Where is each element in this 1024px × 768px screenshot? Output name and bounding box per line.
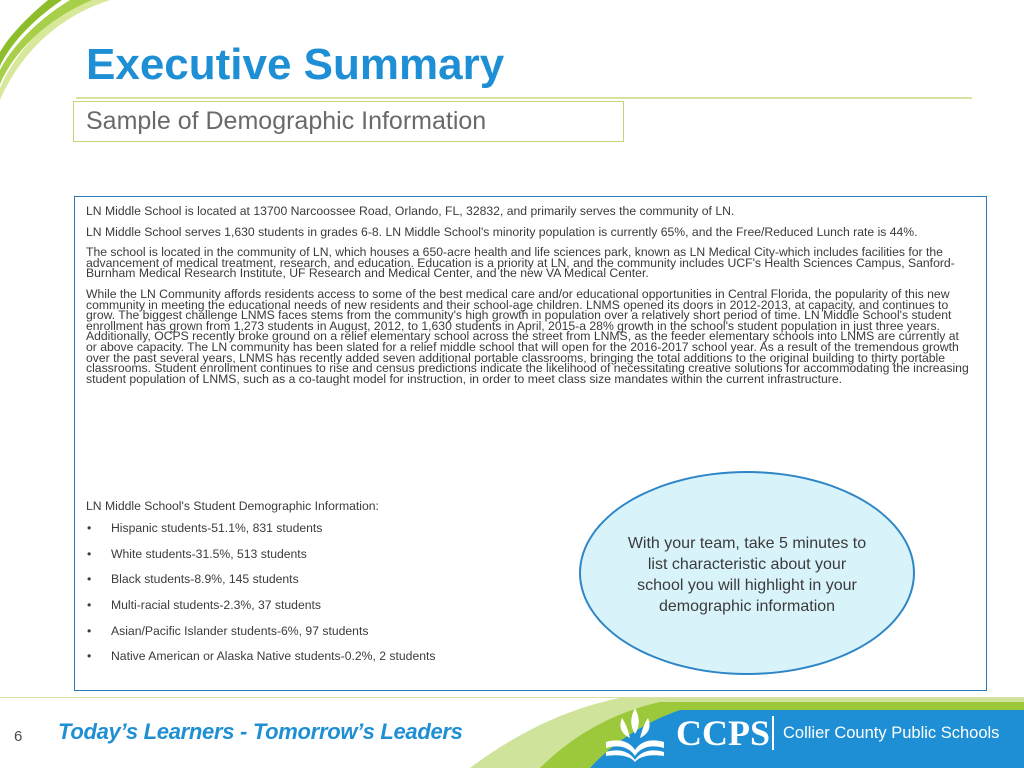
- list-item: [86, 547, 436, 573]
- list-item: [86, 598, 436, 624]
- bullet-icon: •: [87, 623, 92, 638]
- demographics-heading: LN Middle School's Student Demographic Information:: [86, 499, 379, 513]
- bullet-icon: •: [87, 546, 92, 561]
- paragraph-enrollment: LN Middle School serves 1,630 students in grades 6-8. LN Middle School's minority population is currently 65%, and the Free/Reduced Lunch rate is 44%.: [86, 224, 918, 239]
- logo-separator: [772, 716, 774, 750]
- list-item: [86, 572, 436, 598]
- activity-callout: [579, 471, 915, 675]
- demographic-asian-pacific: Asian/Pacific Islander students-6%, 97 students: [111, 623, 369, 638]
- page-number: 6: [14, 728, 23, 745]
- demographic-hispanic: Hispanic students-51.1%, 831 students: [111, 521, 323, 535]
- paragraph-growth: While the LN Community affords residents access to some of the best medical care and/or educational opportunities in Central Florida, the popularity of this new community in meeting the educational needs of new residents and their school-age children. LNMS opened its doors in 2012-2013, at capacity, and continues to grow. The biggest challenge LNMS faces stems from the community's high growth in population over a relatively short period of time. LN Middle School's student enrollment has grown from 1,273 students in August, 2012, to 1,630 students in April, 2015-a 28% growth in the school's student population in just three years. Additionally, OCPS recently broke ground on a relief elementary school across the street from LNMS, as the feeder elementary schools into LNMS are currently at or above capacity. The LN community has been slated for a relief middle school that will open for the 2016-2017 school year. As a result of the tremendous growth over the past several years, LNMS has recently added seven additional portable classrooms, bringing the total additions to the original building to thirty portable classrooms. Student enrollment continues to rise and census predictions indicate the likelihood of necessitating creative solutions for accommodating the increasing student population of LNMS, such as a co-taught model for instruction, in order to meet class size mandates within the current infrastructure.: [86, 286, 969, 386]
- title-divider: [76, 97, 972, 99]
- bullet-icon: •: [87, 572, 92, 587]
- subtitle-box: [73, 101, 624, 142]
- footer-tagline: Today’s Learners - Tomorrow’s Leaders: [58, 719, 463, 744]
- slide-title: Executive Summary: [86, 40, 505, 89]
- organization-name: Collier County Public Schools: [783, 724, 1000, 742]
- ccps-logo-icon: [600, 704, 670, 764]
- ccps-logo-text: CCPS: [676, 713, 771, 753]
- callout-text: With your team, take 5 minutes to list characteristic about your school you will highlight in your demographic information: [627, 535, 867, 615]
- bullet-icon: •: [87, 521, 92, 535]
- bullet-icon: •: [87, 598, 92, 613]
- demographic-native-american: Native American or Alaska Native students-0.2%, 2 students: [111, 649, 436, 664]
- list-item: [86, 649, 436, 675]
- demographic-black: Black students-8.9%, 145 students: [111, 572, 299, 587]
- demographic-multiracial: Multi-racial students-2.3%, 37 students: [111, 598, 321, 613]
- list-item: [86, 624, 436, 650]
- slide-subtitle: Sample of Demographic Information: [86, 107, 487, 135]
- list-item: [86, 521, 436, 547]
- bullet-icon: •: [87, 649, 92, 664]
- paragraph-community: The school is located in the community of LN, which houses a 650-acre health and life sciences park, known as LN Medical City-which includes facilities for the advancement of medical treatment, research, and education. Education is a priority at LN, and the community includes UCF's Health Sciences Campus, Sanford-Burnham Medical Research Institute, UF Research and Medical Center, and the new VA Medical Center.: [86, 245, 955, 281]
- paragraph-location: LN Middle School is located at 13700 Narcoossee Road, Orlando, FL, 32832, and primarily serves the community of LN.: [86, 204, 735, 218]
- demographic-white: White students-31.5%, 513 students: [111, 546, 307, 561]
- demographics-list: [86, 521, 436, 675]
